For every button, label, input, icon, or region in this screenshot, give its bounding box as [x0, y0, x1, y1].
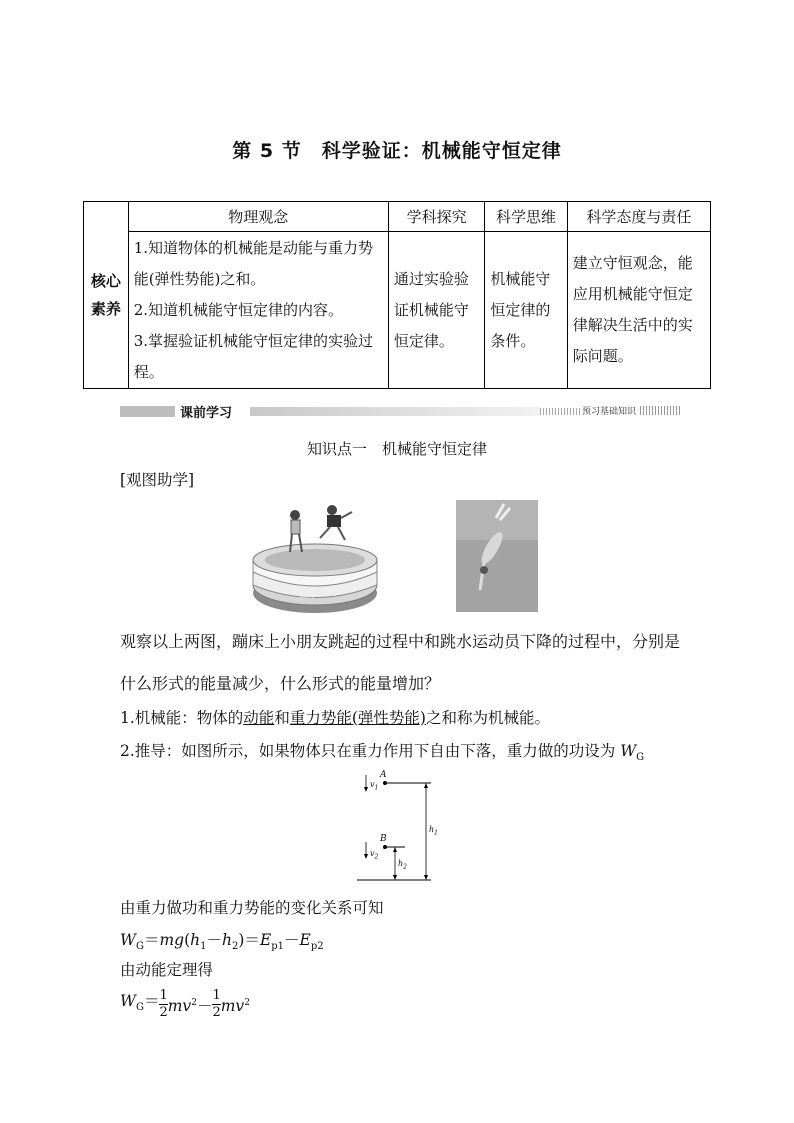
item1-underline-1: 动能	[243, 709, 275, 727]
bar-gradient	[250, 407, 540, 416]
row-label	[84, 202, 129, 389]
header-physics-concept: 物理观念	[128, 202, 388, 232]
label-v1: $v_1$	[370, 780, 379, 792]
section-label: 课前学习	[180, 406, 233, 421]
cell-inquiry: 通过实验验证机械能守恒定律。	[388, 232, 485, 389]
item-mechanical-energy	[120, 706, 550, 730]
label-h1: $h_1$	[429, 825, 438, 837]
bar-stripes-right	[640, 406, 680, 415]
item1-suffix: 之和称为机械能。	[425, 709, 550, 727]
concept-item-3: 3.掌握验证机械能守恒定律的实验过程。	[133, 331, 374, 381]
text-kinetic-theorem: 由动能定理得	[120, 961, 214, 979]
concept-item-2: 2.知道机械能守恒定律的内容。	[133, 300, 344, 319]
question-line-1: 观察以上两图，蹦床上小朋友跳起的过程中和跳水运动员下降的过程中，分别是	[120, 632, 681, 651]
header-inquiry: 学科探究	[388, 202, 485, 232]
core-literacy-table	[83, 201, 711, 389]
cell-attitude: 建立守恒观念，能应用机械能守恒定律解决生活中的实际问题。	[567, 232, 710, 389]
equation-kinetic: $W_G=$ $\frac{1}{2}$ $mv^2-$ $\frac{1}{2}$ $mv^2$	[120, 988, 250, 1020]
wg-subscript: G	[636, 752, 645, 764]
label-B: B	[380, 834, 387, 844]
wg-symbol: W	[620, 742, 637, 760]
cell-thinking: 机械能守恒定律的条件。	[485, 232, 567, 389]
item2-text: 2.推导：如图所示，如果物体只在重力作用下自由下落，重力做的功设为	[120, 742, 621, 760]
row-label-text: 核心 素养	[90, 272, 121, 318]
section-right-label: 预习基础知识	[582, 407, 637, 417]
diver-image	[456, 500, 538, 612]
header-attitude: 科学态度与责任	[567, 202, 710, 232]
header-thinking: 科学思维	[485, 202, 567, 232]
trampoline-logo: Jump-o-lene	[299, 590, 337, 601]
knowledge-point-heading: 知识点一 机械能守恒定律	[306, 440, 487, 458]
item1-prefix: 1.机械能：物体的	[120, 709, 244, 727]
label-A: A	[380, 770, 387, 780]
label-h2: $h_2$	[398, 859, 407, 871]
bar-stripes-left	[540, 408, 580, 415]
cell-physics-concept	[128, 232, 388, 389]
page-title: 第 5 节 科学验证：机械能守恒定律	[232, 140, 562, 162]
question-line-2: 什么形式的能量减少，什么形式的能量增加？	[120, 674, 441, 693]
equation-work-potential: $W_G=mg(h_1-h_2)=E_{p1}-E_{p2}$	[120, 931, 324, 953]
item1-underline-2: 重力势能(弹性势能)	[289, 709, 426, 727]
section-bar	[120, 403, 680, 419]
item1-mid: 和	[274, 709, 290, 727]
concept-item-1: 1.知道物体的机械能是动能与重力势能(弹性势能)之和。	[133, 238, 374, 288]
text-work-relation: 由重力做功和重力势能的变化关系可知	[120, 899, 384, 917]
label-v2: $v_2$	[370, 849, 379, 861]
bar-left-block	[120, 406, 175, 417]
trampoline-image	[250, 500, 380, 615]
item-derivation	[120, 739, 644, 770]
diver-illustration	[456, 500, 538, 612]
observe-label: [观图助学]	[120, 471, 195, 489]
free-fall-diagram	[355, 770, 445, 885]
